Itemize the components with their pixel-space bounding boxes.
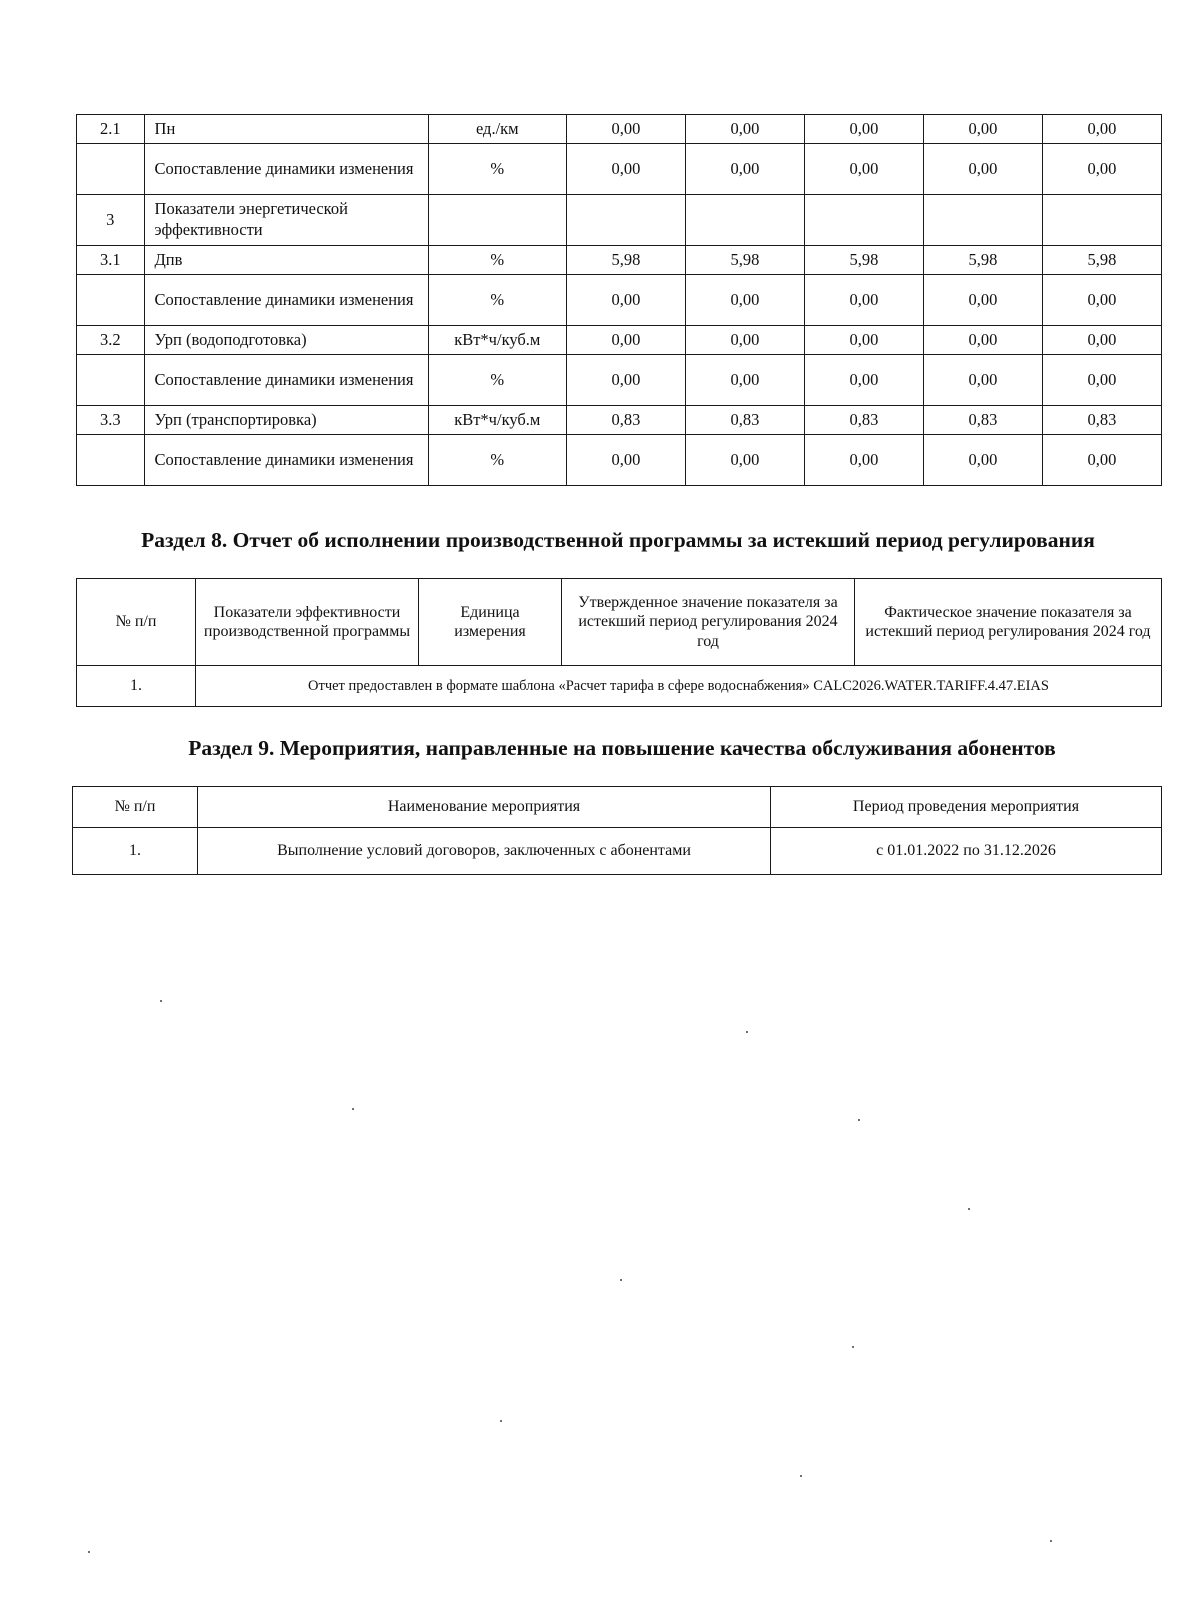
unit-cell [428, 195, 566, 246]
header-approved-value: Утвержденное значение показателя за истекший период регулирования 2024 год [562, 579, 855, 666]
value-cell: 0,00 [685, 115, 804, 144]
scan-speck [500, 1420, 502, 1422]
table-row [77, 326, 1162, 355]
value-cell: 0,00 [566, 144, 685, 195]
table-row [77, 144, 1162, 195]
value-cell: 0,00 [1042, 355, 1161, 406]
unit-cell: % [428, 435, 566, 486]
value-cell: 0,83 [566, 406, 685, 435]
indicators-table [76, 114, 1162, 486]
value-cell: 0,00 [1042, 275, 1161, 326]
measure-name: Выполнение условий договоров, заключенных с абонентами [198, 828, 771, 875]
unit-cell: кВт*ч/куб.м [428, 406, 566, 435]
indicator-name: Урп (транспортировка) [144, 406, 428, 435]
value-cell: 0,83 [804, 406, 923, 435]
indicator-name: Сопоставление динамики изменения [144, 275, 428, 326]
indicator-name: Сопоставление динамики изменения [144, 435, 428, 486]
value-cell: 0,00 [685, 435, 804, 486]
value-cell: 5,98 [1042, 246, 1161, 275]
value-cell: 0,00 [923, 144, 1042, 195]
unit-cell: ед./км [428, 115, 566, 144]
row-num: 3 [77, 195, 145, 246]
row-num [77, 355, 145, 406]
value-cell: 0,00 [923, 435, 1042, 486]
row-num [77, 275, 145, 326]
value-cell: 0,00 [566, 115, 685, 144]
value-cell: 0,00 [804, 275, 923, 326]
indicator-name: Дпв [144, 246, 428, 275]
value-cell [1042, 195, 1161, 246]
value-cell: 0,83 [1042, 406, 1161, 435]
value-cell: 5,98 [566, 246, 685, 275]
row-num: 3.3 [77, 406, 145, 435]
row-num: 3.2 [77, 326, 145, 355]
value-cell: 0,00 [923, 115, 1042, 144]
value-cell [923, 195, 1042, 246]
value-cell: 0,00 [1042, 115, 1161, 144]
value-cell: 0,00 [804, 144, 923, 195]
scan-speck [352, 1108, 354, 1110]
value-cell: 0,00 [1042, 435, 1161, 486]
value-cell: 0,00 [685, 275, 804, 326]
row-num: 1. [73, 828, 198, 875]
table-row [77, 275, 1162, 326]
header-num: № п/п [73, 787, 198, 828]
value-cell [566, 195, 685, 246]
value-cell: 0,00 [685, 355, 804, 406]
value-cell: 0,83 [923, 406, 1042, 435]
unit-cell: % [428, 355, 566, 406]
row-num: 2.1 [77, 115, 145, 144]
scan-speck [160, 1000, 162, 1002]
indicator-name: Сопоставление динамики изменения [144, 355, 428, 406]
value-cell: 5,98 [923, 246, 1042, 275]
value-cell: 0,00 [804, 355, 923, 406]
value-cell: 5,98 [804, 246, 923, 275]
header-unit: Единица измерения [419, 579, 562, 666]
table-row [77, 666, 1162, 707]
header-indicators: Показатели эффективности производственной программы [196, 579, 419, 666]
unit-cell: % [428, 144, 566, 195]
scan-speck [1050, 1540, 1052, 1542]
report-note: Отчет предоставлен в формате шаблона «Расчет тарифа в сфере водоснабжения» CALC2026.WATER.TARIFF.4.47.EIAS [196, 666, 1162, 707]
table-row [77, 246, 1162, 275]
header-measure-name: Наименование мероприятия [198, 787, 771, 828]
row-num: 1. [77, 666, 196, 707]
unit-cell: % [428, 246, 566, 275]
service-measures-table [72, 786, 1162, 875]
value-cell: 0,00 [685, 326, 804, 355]
production-program-report-table [76, 578, 1162, 707]
row-num [77, 144, 145, 195]
table-row [73, 828, 1162, 875]
value-cell: 0,00 [1042, 326, 1161, 355]
indicator-name: Урп (водоподготовка) [144, 326, 428, 355]
table-row [77, 355, 1162, 406]
table-header-row [77, 579, 1162, 666]
scan-speck [852, 1346, 854, 1348]
header-actual-value: Фактическое значение показателя за истекший период регулирования 2024 год [855, 579, 1162, 666]
scan-speck [800, 1475, 802, 1477]
value-cell: 0,00 [804, 115, 923, 144]
value-cell: 0,00 [1042, 144, 1161, 195]
header-num: № п/п [77, 579, 196, 666]
scan-speck [746, 1031, 748, 1033]
value-cell: 0,00 [566, 435, 685, 486]
value-cell: 0,00 [804, 435, 923, 486]
table-header-row [73, 787, 1162, 828]
value-cell: 5,98 [685, 246, 804, 275]
unit-cell: % [428, 275, 566, 326]
row-num [77, 435, 145, 486]
value-cell: 0,00 [566, 326, 685, 355]
value-cell [685, 195, 804, 246]
value-cell: 0,00 [566, 275, 685, 326]
table-row [77, 406, 1162, 435]
value-cell: 0,00 [685, 144, 804, 195]
value-cell: 0,83 [685, 406, 804, 435]
table-row [77, 435, 1162, 486]
value-cell: 0,00 [566, 355, 685, 406]
table-row [77, 115, 1162, 144]
scan-speck [858, 1119, 860, 1121]
value-cell: 0,00 [923, 275, 1042, 326]
header-period: Период проведения мероприятия [771, 787, 1162, 828]
table-row [77, 195, 1162, 246]
indicator-name: Пн [144, 115, 428, 144]
row-num: 3.1 [77, 246, 145, 275]
indicator-name: Показатели энергетической эффективности [144, 195, 428, 246]
measure-period: с 01.01.2022 по 31.12.2026 [771, 828, 1162, 875]
indicator-name: Сопоставление динамики изменения [144, 144, 428, 195]
scan-speck [88, 1551, 90, 1553]
value-cell: 0,00 [923, 355, 1042, 406]
scan-speck [620, 1279, 622, 1281]
section-9-title: Раздел 9. Мероприятия, направленные на повышение качества обслуживания абонентов [188, 736, 1056, 760]
unit-cell: кВт*ч/куб.м [428, 326, 566, 355]
value-cell [804, 195, 923, 246]
value-cell: 0,00 [804, 326, 923, 355]
scan-speck [968, 1208, 970, 1210]
value-cell: 0,00 [923, 326, 1042, 355]
section-8-title: Раздел 8. Отчет об исполнении производственной программы за истекший период регулирования [141, 528, 1095, 552]
